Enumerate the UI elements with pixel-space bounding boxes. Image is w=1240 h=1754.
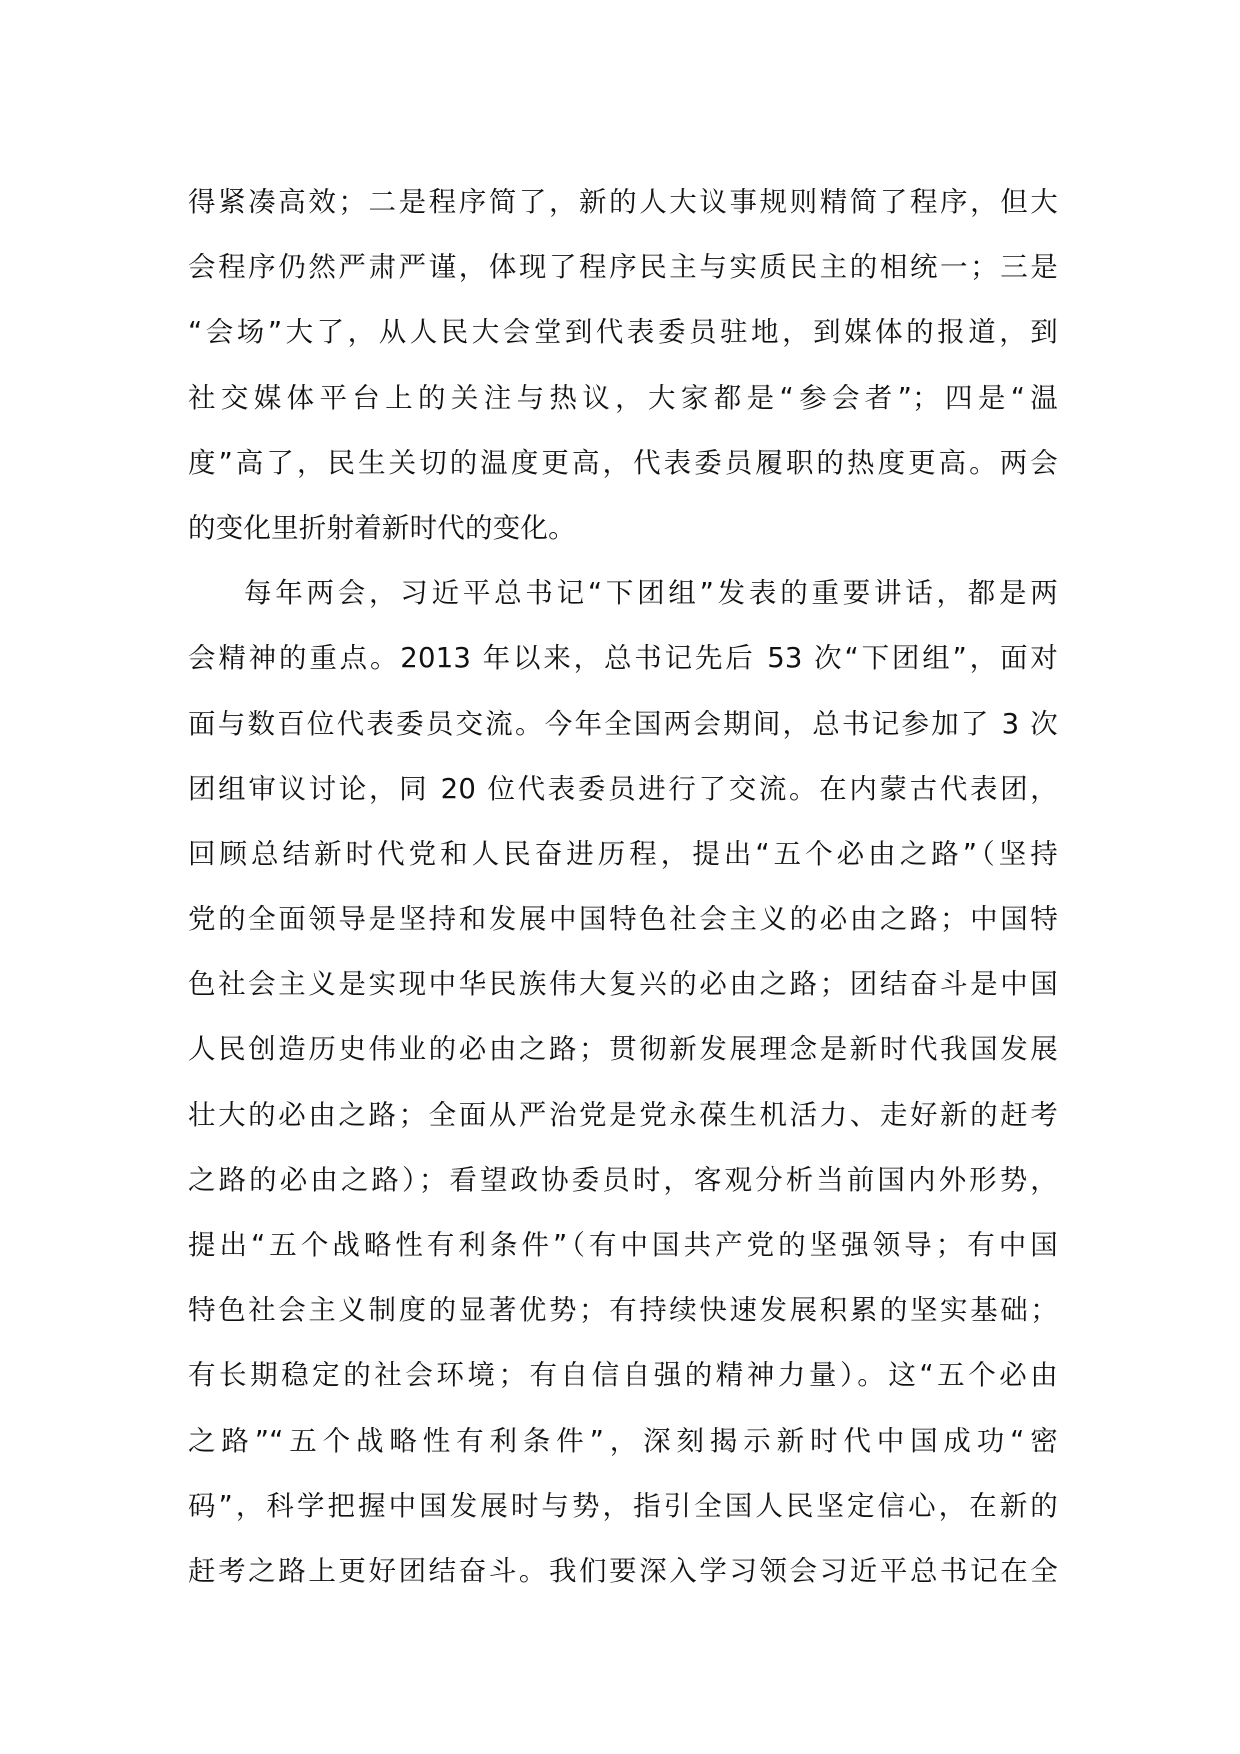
text-line: 人民创造历史伟业的必由之路；贯彻新发展理念是新时代我国发展 [188, 1033, 1058, 1066]
body-text [188, 170, 1058, 1604]
text-line: 回顾总结新时代党和人民奋进历程，提出“五个必由之路”（坚持 [188, 837, 1058, 870]
text-line: 码”，科学把握中国发展时与势，指引全国人民坚定信心，在新的 [188, 1489, 1058, 1522]
text-line: 特色社会主义制度的显著优势；有持续快速发展积累的坚实基础； [188, 1294, 1058, 1327]
text-line: 的变化里折射着新时代的变化。 [188, 511, 576, 544]
text-line: 得紧凑高效；二是程序简了，新的人大议事规则精简了程序，但大 [188, 186, 1058, 218]
text-line: 会精神的重点。2013 年以来，总书记先后 53 次“下团组”，面对 [188, 642, 1058, 675]
text-line: 提出“五个战略性有利条件”（有中国共产党的坚强领导；有中国 [188, 1229, 1058, 1261]
text-line: 团组审议讨论，同 20 位代表委员进行了交流。在内蒙古代表团， [188, 772, 1058, 805]
text-line: 之路的必由之路）；看望政协委员时，客观分析当前国内外形势， [188, 1163, 1058, 1196]
text-line: 有长期稳定的社会环境；有自信自强的精神力量）。这“五个必由 [188, 1359, 1058, 1392]
text-line: 赶考之路上更好团结奋斗。我们要深入学习领会习近平总书记在全 [188, 1554, 1058, 1587]
text-line: 每年两会，习近平总书记“下团组”发表的重要讲话，都是两 [244, 577, 1058, 610]
text-line: 社交媒体平台上的关注与热议，大家都是“参会者”；四是“温 [188, 381, 1058, 414]
text-line: 会程序仍然严肃严谨，体现了程序民主与实质民主的相统一；三是 [188, 251, 1058, 284]
text-line: 壮大的必由之路；全面从严治党是党永葆生机活力、走好新的赶考 [188, 1098, 1058, 1131]
text-line: 色社会主义是实现中华民族伟大复兴的必由之路；团结奋斗是中国 [188, 968, 1058, 1001]
paragraph-1 [188, 170, 1058, 561]
text-line: 面与数百位代表委员交流。今年全国两会期间，总书记参加了 3 次 [188, 707, 1058, 740]
text-line: 党的全面领导是坚持和发展中国特色社会主义的必由之路；中国特 [188, 903, 1058, 936]
text-line: 之路”“五个战略性有利条件”，深刻揭示新时代中国成功“密 [188, 1424, 1058, 1457]
paragraph-2 [188, 561, 1058, 1604]
text-line: 度”高了，民生关切的温度更高，代表委员履职的热度更高。两会 [188, 446, 1058, 479]
text-line: “会场”大了，从人民大会堂到代表委员驻地，到媒体的报道，到 [188, 316, 1058, 349]
